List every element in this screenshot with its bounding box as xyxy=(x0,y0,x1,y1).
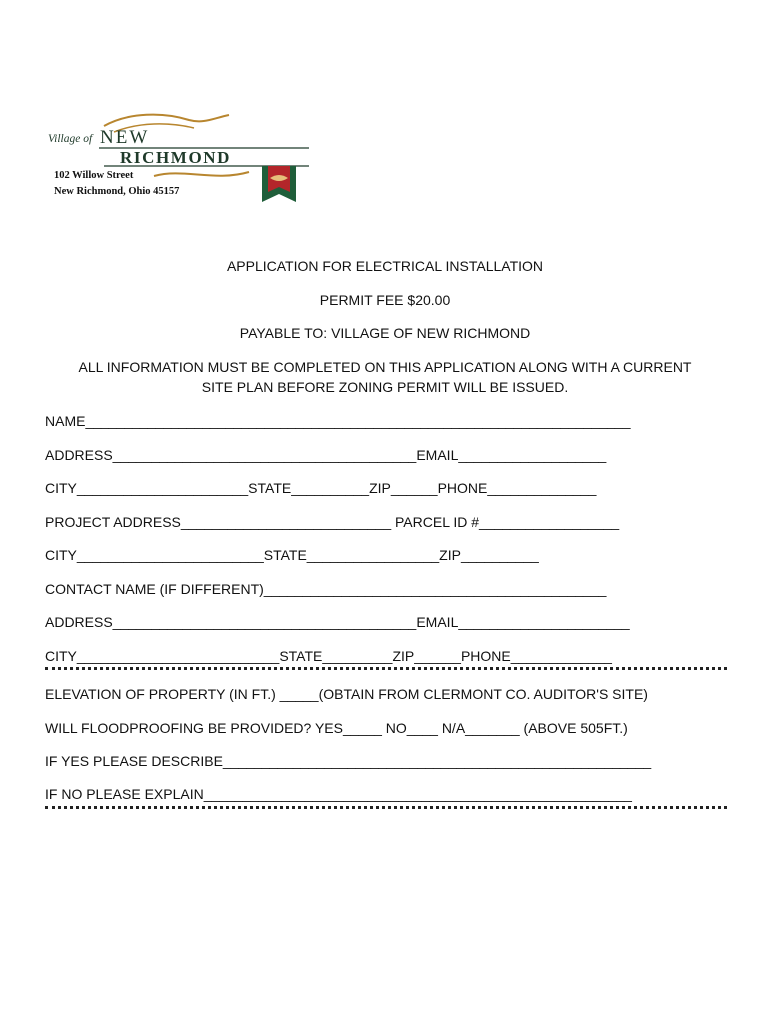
address-email-field[interactable]: ADDRESS_______________________________________EMAIL___________________ xyxy=(45,447,607,463)
form-title: APPLICATION FOR ELECTRICAL INSTALLATION xyxy=(226,258,544,274)
permit-fee: PERMIT FEE $20.00 xyxy=(319,292,451,308)
logo-village-text: Village of xyxy=(48,133,93,145)
logo-address-line1: 102 Willow Street xyxy=(54,170,134,181)
contact-address-email-field[interactable]: ADDRESS_______________________________________EMAIL______________________ xyxy=(45,614,630,630)
logo-new-text: NEW xyxy=(100,127,150,148)
project-address-parcel-field[interactable]: PROJECT ADDRESS___________________________ PARCEL ID #__________________ xyxy=(45,514,620,530)
yes-describe-field[interactable]: IF YES PLEASE DESCRIBE_______________________________________________________ xyxy=(45,753,652,769)
notice-line-1: ALL INFORMATION MUST BE COMPLETED ON THIS APPLICATION ALONG WITH A CURRENT xyxy=(78,359,692,375)
contact-city-state-zip-phone-field[interactable]: CITY__________________________STATE_________ZIP______PHONE_____________ xyxy=(45,648,612,664)
project-city-state-zip-field[interactable]: CITY________________________STATE_________________ZIP__________ xyxy=(45,547,539,563)
floodproofing-field[interactable]: WILL FLOODPROOFING BE PROVIDED? YES_____ NO____ N/A_______ (ABOVE 505FT.) xyxy=(45,720,628,736)
dotted-divider-bottom xyxy=(45,806,727,809)
logo-richmond-text: RICHMOND xyxy=(120,148,232,167)
dotted-divider-top xyxy=(45,667,727,670)
name-field[interactable]: NAME______________________________________________________________________ xyxy=(45,413,631,429)
payable-to: PAYABLE TO: VILLAGE OF NEW RICHMOND xyxy=(239,325,531,341)
notice-line-2: SITE PLAN BEFORE ZONING PERMIT WILL BE ISSUED. xyxy=(201,379,569,395)
village-logo xyxy=(44,110,319,215)
contact-name-field[interactable]: CONTACT NAME (IF DIFFERENT)____________________________________________ xyxy=(45,581,607,597)
city-state-zip-phone-field[interactable]: CITY______________________STATE__________ZIP______PHONE______________ xyxy=(45,480,597,496)
logo-address-line2: New Richmond, Ohio 45157 xyxy=(54,186,180,197)
no-explain-field[interactable]: IF NO PLEASE EXPLAIN_______________________________________________________ xyxy=(45,786,632,802)
elevation-field[interactable]: ELEVATION OF PROPERTY (IN FT.) _____(OBTAIN FROM CLERMONT CO. AUDITOR'S SITE) xyxy=(45,686,648,702)
